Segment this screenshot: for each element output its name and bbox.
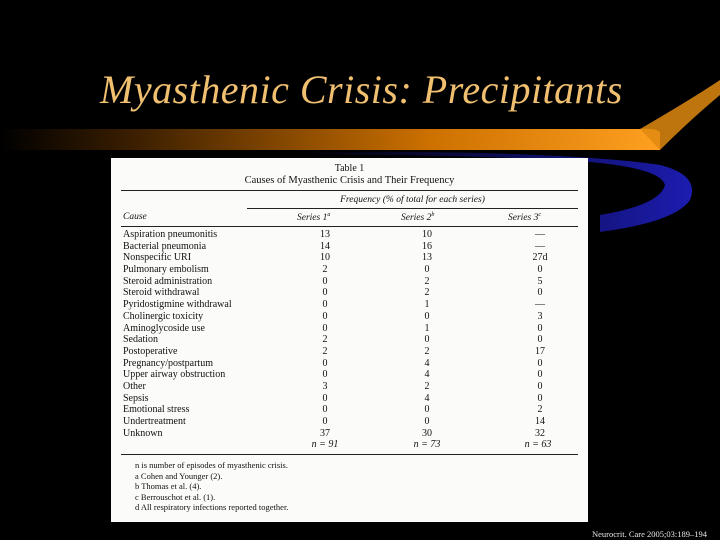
footnote: c Berrouschot et al. (1). — [135, 491, 216, 502]
value-cell: 0 — [537, 369, 543, 381]
cause-cell: Pregnancy/postpartum — [123, 357, 213, 369]
value-cell: 0 — [322, 310, 328, 322]
value-cell: 0 — [424, 404, 430, 416]
table-number: Table 1 — [334, 163, 365, 174]
value-cell: — — [535, 240, 545, 252]
value-cell: 2 — [322, 334, 328, 346]
cause-cell: Aminoglycoside use — [123, 322, 205, 334]
table-row — [123, 299, 578, 311]
value-cell: 0 — [537, 334, 543, 346]
cause-cell: Pulmonary embolism — [123, 264, 209, 276]
cause-cell: Undertreatment — [123, 416, 186, 427]
table-body — [123, 229, 578, 451]
table-caption: Causes of Myasthenic Crisis and Their Frequency — [244, 175, 455, 186]
value-cell: 2 — [424, 275, 430, 287]
value-cell: 27d — [532, 252, 548, 264]
value-cell: 0 — [424, 264, 430, 276]
value-cell: 0 — [537, 380, 543, 392]
table-row — [123, 264, 578, 276]
n-cell: n = 73 — [413, 439, 441, 451]
value-cell: 14 — [320, 240, 330, 252]
series-2-header: Series 2$^b$ — [401, 212, 435, 224]
header-rule — [121, 226, 578, 227]
value-cell: 3 — [322, 380, 328, 392]
footnote: d All respiratory infections reported together. — [135, 502, 289, 512]
table-row — [123, 393, 578, 405]
value-cell: 0 — [322, 299, 328, 311]
value-cell: 30 — [422, 427, 432, 439]
table-row — [123, 241, 578, 253]
footnote: b Thomas et al. (4). — [135, 481, 202, 491]
citation: Neurocrit. Care 2005;03:189–194 — [592, 529, 707, 539]
n-cell: n = 63 — [524, 439, 552, 451]
cause-cell: Steroid administration — [123, 275, 213, 287]
bottom-rule — [121, 454, 578, 455]
cause-cell: Nonspecific URI — [123, 252, 192, 264]
cause-cell: Emotional stress — [123, 404, 190, 416]
value-cell: 3 — [537, 310, 543, 322]
value-cell: 0 — [424, 416, 430, 427]
value-cell: 10 — [320, 252, 330, 264]
value-cell: 2 — [322, 264, 328, 276]
value-cell: 2 — [537, 404, 543, 416]
cause-cell: Sedation — [123, 334, 158, 346]
footnote: n is number of episodes of myasthenic crisis. — [135, 460, 288, 470]
value-cell: 17 — [535, 345, 545, 357]
value-cell: 0 — [322, 322, 328, 334]
table-top-rule — [121, 190, 578, 191]
value-cell: 4 — [424, 392, 430, 404]
table-figure — [111, 158, 588, 522]
value-cell: 13 — [320, 229, 330, 240]
table-row — [123, 428, 578, 440]
value-cell: 37 — [320, 427, 330, 439]
value-cell: 0 — [322, 357, 328, 369]
footnote: a Cohen and Younger (2). — [135, 470, 223, 481]
cause-cell: Unknown — [123, 427, 163, 439]
table-row — [123, 416, 578, 428]
value-cell: 10 — [422, 229, 432, 240]
frequency-rule — [247, 208, 578, 209]
value-cell: 14 — [535, 416, 545, 427]
value-cell: — — [535, 299, 545, 311]
value-cell: 0 — [322, 416, 328, 427]
cause-cell: Upper airway obstruction — [123, 369, 226, 381]
value-cell: 0 — [322, 287, 328, 299]
table-row — [123, 311, 578, 323]
value-cell: 5 — [537, 275, 543, 287]
series-1-header: Series 1$^a$ — [297, 212, 331, 224]
cause-header: Cause — [123, 212, 147, 222]
table-row — [123, 323, 578, 335]
value-cell: 0 — [322, 369, 328, 381]
table-row — [123, 287, 578, 299]
frequency-header: Frequency (% of total for each series) — [340, 195, 485, 205]
value-cell: 2 — [322, 345, 328, 357]
value-cell: 0 — [322, 404, 328, 416]
cause-cell: Sepsis — [123, 392, 149, 404]
value-cell: 2 — [424, 345, 430, 357]
table-row — [123, 334, 578, 346]
value-cell: 0 — [322, 392, 328, 404]
table-row — [123, 252, 578, 264]
value-cell: 13 — [422, 252, 432, 264]
value-cell: 2 — [424, 380, 430, 392]
value-cell: 0 — [424, 310, 430, 322]
value-cell: 0 — [537, 392, 543, 404]
value-cell: 1 — [424, 299, 430, 311]
cause-cell: Other — [123, 380, 146, 392]
value-cell: 0 — [424, 334, 430, 346]
value-cell: 2 — [424, 287, 430, 299]
value-cell: 32 — [535, 427, 545, 439]
series-3-header: Series 3$^c$ — [508, 212, 542, 224]
value-cell: 16 — [422, 240, 432, 252]
value-cell: 4 — [424, 369, 430, 381]
value-cell: 0 — [322, 275, 328, 287]
value-cell: — — [535, 229, 545, 240]
cause-cell: Postoperative — [123, 345, 178, 357]
cause-cell: Steroid withdrawal — [123, 287, 200, 299]
table-row — [123, 346, 578, 358]
n-row — [123, 439, 578, 451]
table-row — [123, 358, 578, 370]
table-row — [123, 229, 578, 241]
value-cell: 1 — [424, 322, 430, 334]
value-cell: 0 — [537, 264, 543, 276]
footnotes — [135, 460, 288, 513]
table-row — [123, 404, 578, 416]
value-cell: 0 — [537, 357, 543, 369]
value-cell: 0 — [537, 322, 543, 334]
value-cell: 0 — [537, 287, 543, 299]
table-row — [123, 276, 578, 288]
cause-cell: Pyridostigmine withdrawal — [123, 299, 232, 311]
cause-cell: Aspiration pneumonitis — [123, 229, 218, 240]
slide-title: Myasthenic Crisis: Precipitants — [100, 67, 623, 112]
cause-cell: Bacterial pneumonia — [123, 240, 207, 252]
table-row — [123, 369, 578, 381]
cause-cell: Cholinergic toxicity — [123, 310, 204, 322]
value-cell: 4 — [424, 357, 430, 369]
table-row — [123, 381, 578, 393]
n-cell: n = 91 — [311, 439, 339, 451]
